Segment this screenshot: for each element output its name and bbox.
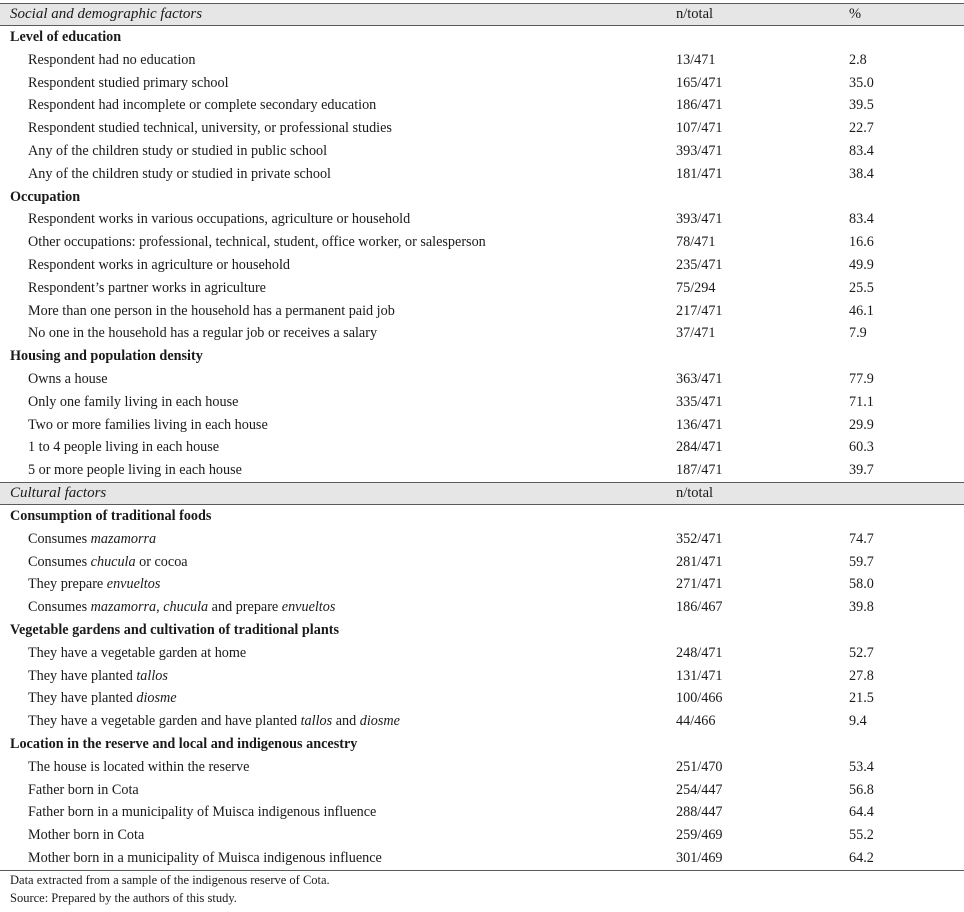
row-n-total: 254/447 xyxy=(676,781,723,798)
row-label: Respondent works in various occupations, agriculture or household xyxy=(28,211,411,228)
italic-term: mazamorra xyxy=(90,530,157,547)
table-row xyxy=(0,300,964,323)
table-note: Data extracted from a sample of the indigenous reserve of Cota. xyxy=(10,872,330,887)
table-row xyxy=(0,528,964,551)
row-label: More than one person in the household has a permanent paid job xyxy=(28,302,395,319)
group-title: Level of education xyxy=(10,29,122,45)
row-label: They have a vegetable garden at home xyxy=(28,644,247,661)
column-header-n-total: n/total xyxy=(676,484,714,501)
group-title-row xyxy=(0,186,964,209)
row-n-total: 187/471 xyxy=(676,462,723,479)
row-percent: 64.2 xyxy=(849,849,874,866)
row-percent: 53.4 xyxy=(849,758,874,775)
table-source: Source: Prepared by the authors of this study. xyxy=(10,890,237,905)
row-percent: 22.7 xyxy=(849,120,874,137)
row-n-total: 136/471 xyxy=(676,416,723,433)
label-text: and xyxy=(332,713,360,730)
row-percent: 39.5 xyxy=(849,97,874,114)
table-row xyxy=(0,368,964,391)
row-n-total: 393/471 xyxy=(676,142,723,159)
column-header-percent: % xyxy=(849,6,862,22)
row-n-total: 281/471 xyxy=(676,553,723,570)
table-row xyxy=(0,322,964,345)
row-n-total: 78/471 xyxy=(676,234,716,251)
row-percent: 83.4 xyxy=(849,211,874,228)
row-label: Respondent works in agriculture or household xyxy=(28,256,291,273)
row-percent: 35.0 xyxy=(849,74,874,91)
table-row xyxy=(0,573,964,596)
group-title-row xyxy=(0,619,964,642)
row-label: Respondent studied technical, university, or professional studies xyxy=(28,120,392,137)
row-label xyxy=(28,665,168,688)
group-title: Consumption of traditional foods xyxy=(10,507,212,524)
row-label: Respondent’s partner works in agriculture xyxy=(28,279,266,296)
table-row xyxy=(0,254,964,277)
row-n-total: 44/466 xyxy=(676,713,716,730)
table-row xyxy=(0,801,964,824)
table-row xyxy=(0,687,964,710)
row-label: Two or more families living in each house xyxy=(28,416,268,433)
table-row xyxy=(0,824,964,847)
row-label: Any of the children study or studied in private school xyxy=(28,165,332,182)
row-percent: 39.8 xyxy=(849,599,874,616)
section-header xyxy=(0,3,964,26)
table-row xyxy=(0,231,964,254)
row-percent: 77.9 xyxy=(849,370,874,387)
table-row xyxy=(0,117,964,140)
row-label: No one in the household has a regular job or receives a salary xyxy=(28,325,378,342)
row-n-total: 217/471 xyxy=(676,302,723,319)
row-percent: 21.5 xyxy=(849,690,874,707)
row-percent: 29.9 xyxy=(849,416,874,433)
row-n-total: 131/471 xyxy=(676,667,723,684)
column-header-n-total: n/total xyxy=(676,6,714,22)
row-label xyxy=(28,573,160,596)
row-label: Mother born in a municipality of Muisca indigenous influence xyxy=(28,849,382,866)
row-n-total: 259/469 xyxy=(676,827,723,844)
row-percent: 9.4 xyxy=(849,713,867,730)
section-title: Social and demographic factors xyxy=(10,6,203,22)
row-n-total: 271/471 xyxy=(676,576,723,593)
table-row xyxy=(0,72,964,95)
table-row xyxy=(0,163,964,186)
label-text: They have a vegetable garden and have planted xyxy=(28,713,301,730)
row-n-total: 165/471 xyxy=(676,74,723,91)
row-percent: 49.9 xyxy=(849,256,874,273)
row-n-total: 37/471 xyxy=(676,325,716,342)
table-row xyxy=(0,756,964,779)
row-label xyxy=(28,551,188,574)
label-text: Consumes xyxy=(28,530,91,547)
row-label xyxy=(28,528,156,551)
row-label: Father born in a municipality of Muisca indigenous influence xyxy=(28,804,377,821)
group-title: Location in the reserve and local and indigenous ancestry xyxy=(10,735,358,752)
row-percent: 64.4 xyxy=(849,804,874,821)
group-title: Vegetable gardens and cultivation of traditional plants xyxy=(10,621,339,638)
row-n-total: 352/471 xyxy=(676,530,723,547)
row-label: Respondent had incomplete or complete secondary education xyxy=(28,97,377,114)
label-text: They have planted xyxy=(28,690,137,707)
table-row xyxy=(0,642,964,665)
row-label: Only one family living in each house xyxy=(28,393,239,410)
table-row xyxy=(0,710,964,733)
row-percent: 83.4 xyxy=(849,142,874,159)
row-percent: 46.1 xyxy=(849,302,874,319)
row-n-total: 301/469 xyxy=(676,849,723,866)
table-row xyxy=(0,208,964,231)
row-percent: 71.1 xyxy=(849,393,874,410)
italic-term: mazamorra xyxy=(90,599,157,616)
table-row xyxy=(0,551,964,574)
row-percent: 16.6 xyxy=(849,234,874,251)
row-label xyxy=(28,687,177,710)
row-percent: 59.7 xyxy=(849,553,874,570)
row-label: Any of the children study or studied in public school xyxy=(28,142,328,159)
row-label: 5 or more people living in each house xyxy=(28,462,242,479)
row-n-total: 235/471 xyxy=(676,256,723,273)
group-title-row xyxy=(0,733,964,756)
row-percent: 2.8 xyxy=(849,51,867,68)
row-percent: 55.2 xyxy=(849,827,874,844)
group-title-row xyxy=(0,345,964,368)
row-percent: 27.8 xyxy=(849,667,874,684)
row-label xyxy=(28,596,335,619)
row-percent: 52.7 xyxy=(849,644,874,661)
row-label: The house is located within the reserve xyxy=(28,758,250,775)
italic-term: tallos xyxy=(136,667,168,684)
row-label: Respondent had no education xyxy=(28,51,196,68)
row-percent: 58.0 xyxy=(849,576,874,593)
row-n-total: 393/471 xyxy=(676,211,723,228)
italic-term: chucula xyxy=(163,599,209,616)
row-percent: 38.4 xyxy=(849,165,874,182)
group-title-row xyxy=(0,505,964,528)
row-n-total: 186/471 xyxy=(676,97,723,114)
group-title: Housing and population density xyxy=(10,348,203,365)
row-percent: 7.9 xyxy=(849,325,867,342)
table-row xyxy=(0,847,964,871)
row-n-total: 288/447 xyxy=(676,804,723,821)
italic-term: envueltos xyxy=(281,599,336,616)
row-percent: 39.7 xyxy=(849,462,874,479)
row-percent: 74.7 xyxy=(849,530,874,547)
label-text: Consumes xyxy=(28,553,91,570)
table-row xyxy=(0,414,964,437)
row-percent: 25.5 xyxy=(849,279,874,296)
italic-term: diosme xyxy=(136,690,177,707)
row-n-total: 100/466 xyxy=(676,690,723,707)
table-row xyxy=(0,596,964,619)
row-label: 1 to 4 people living in each house xyxy=(28,439,220,456)
row-n-total: 251/470 xyxy=(676,758,723,775)
italic-term: chucula xyxy=(90,553,136,570)
table-row xyxy=(0,140,964,163)
section-header xyxy=(0,482,964,505)
label-text: , xyxy=(156,599,164,616)
row-n-total: 107/471 xyxy=(676,120,723,137)
table-row xyxy=(0,94,964,117)
italic-term: diosme xyxy=(359,713,400,730)
row-percent: 56.8 xyxy=(849,781,874,798)
row-n-total: 335/471 xyxy=(676,393,723,410)
row-label: Owns a house xyxy=(28,370,108,387)
row-label xyxy=(28,710,400,733)
section-title: Cultural factors xyxy=(10,484,107,501)
row-percent: 60.3 xyxy=(849,439,874,456)
label-text: or cocoa xyxy=(135,553,188,570)
row-n-total: 248/471 xyxy=(676,644,723,661)
row-label: Mother born in Cota xyxy=(28,827,145,844)
label-text: and prepare xyxy=(208,599,282,616)
row-label: Other occupations: professional, technical, student, office worker, or salesperson xyxy=(28,234,486,251)
row-n-total: 284/471 xyxy=(676,439,723,456)
row-label: Respondent studied primary school xyxy=(28,74,229,91)
row-n-total: 181/471 xyxy=(676,165,723,182)
label-text: They have planted xyxy=(28,667,137,684)
group-title: Occupation xyxy=(10,188,81,205)
label-text: They prepare xyxy=(28,576,107,593)
row-n-total: 13/471 xyxy=(676,51,716,68)
table-row xyxy=(0,49,964,72)
italic-term: envueltos xyxy=(106,576,161,593)
table-row xyxy=(0,277,964,300)
table-row xyxy=(0,459,964,482)
row-n-total: 75/294 xyxy=(676,279,716,296)
label-text: Consumes xyxy=(28,599,91,616)
row-n-total: 186/467 xyxy=(676,599,723,616)
table-row xyxy=(0,779,964,802)
row-n-total: 363/471 xyxy=(676,370,723,387)
table-row xyxy=(0,665,964,688)
table-row xyxy=(0,436,964,459)
group-title-row xyxy=(0,26,964,49)
table-row xyxy=(0,391,964,414)
italic-term: tallos xyxy=(300,713,333,730)
row-label: Father born in Cota xyxy=(28,781,139,798)
